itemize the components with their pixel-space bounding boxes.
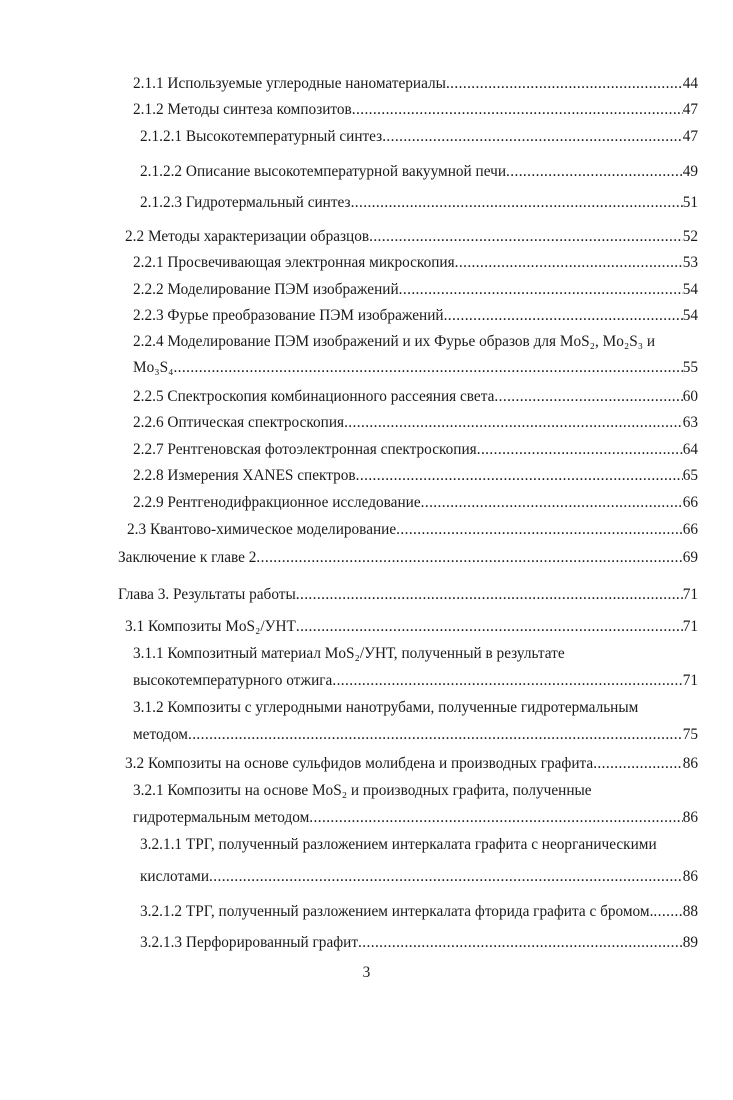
toc-entry-page: 65 xyxy=(682,467,698,484)
toc-entry-title: 3.2.1.1 ТРГ, полученный разложением интеркалата графита с неорганическими xyxy=(140,836,657,853)
toc-entry-page: 54 xyxy=(682,281,698,298)
toc-entry-page: 47 xyxy=(682,101,698,118)
toc-entry-title: 3.1.2 Композиты с углеродными нанотрубами, полученные гидротермальным xyxy=(133,699,639,716)
dot-leader xyxy=(593,754,683,774)
toc-entry-title: 2.2.9 Рентгенодифракционное исследование xyxy=(133,494,421,511)
toc-entry-page: 71 xyxy=(682,618,698,635)
toc-entry-title: 2.2.5 Спектроскопия комбинационного рассеяния света xyxy=(133,388,495,405)
toc-entry-title: 3.1 Композиты MoS₂/УНТ xyxy=(125,618,296,635)
toc-entry xyxy=(118,585,698,605)
toc-entry xyxy=(133,100,698,120)
toc-entry-page: 54 xyxy=(682,307,698,324)
dot-leader xyxy=(382,127,683,147)
toc-entry-title: 2.1.2.3 Гидротермальный синтез xyxy=(140,194,351,211)
toc-entry xyxy=(133,808,698,828)
toc-entry-title: 2.3 Квантово-химическое моделирование xyxy=(127,521,397,538)
toc-entry xyxy=(133,493,698,513)
toc-entry-title: 3.2.1.2 ТРГ, полученный разложением интеркалата фторида графита с бромом. xyxy=(140,903,654,920)
toc-entry-page: 88 xyxy=(682,903,698,920)
toc-entry-page: 63 xyxy=(682,414,698,431)
dot-leader xyxy=(444,306,683,326)
toc-entry-page: 86 xyxy=(682,868,698,885)
dot-leader xyxy=(455,253,683,273)
toc-entry xyxy=(140,835,657,855)
dot-leader xyxy=(332,671,682,691)
toc-entry-title: 2.2 Методы характеризации образцов xyxy=(125,228,370,245)
toc-entry-page: 69 xyxy=(682,549,698,566)
toc-entry-title: 2.2.1 Просвечивающая электронная микроскопия xyxy=(133,254,455,271)
toc-entry-title: 3.2 Композиты на основе сульфидов молибдена и производных графита xyxy=(125,755,594,772)
toc-entry-title: высокотемпературного отжига xyxy=(133,672,333,689)
page-number: 3 xyxy=(362,964,371,981)
toc-entry-title: 2.2.4 Моделирование ПЭМ изображений и их Фурье образов для MoS₂, Mo₂S₃ и xyxy=(133,333,656,350)
toc-entry xyxy=(133,253,698,273)
dot-leader xyxy=(506,162,683,182)
toc-entry-page: 60 xyxy=(682,388,698,405)
dot-leader xyxy=(358,933,683,953)
toc-entry-title: 2.2.3 Фурье преобразование ПЭМ изображений xyxy=(133,307,444,324)
toc-entry-page: 44 xyxy=(682,75,698,92)
toc-entry-title: 2.1.2.1 Высокотемпературный синтез xyxy=(140,128,383,145)
toc-entry xyxy=(133,387,698,407)
toc-entry-title: 3.2.1.3 Перфорированный графит xyxy=(140,934,359,951)
toc-entry-title: Глава 3. Результаты работы xyxy=(118,586,296,603)
toc-entry-page: 51 xyxy=(682,194,698,211)
toc-entry-title: Mo₃S₄ xyxy=(133,359,174,376)
dot-leader xyxy=(396,520,683,540)
toc-entry-title: 2.1.1 Используемые углеродные наноматериалы xyxy=(133,75,446,92)
toc-entry xyxy=(140,162,698,182)
dot-leader xyxy=(399,280,683,300)
toc-entry-title: 2.1.2 Методы синтеза композитов xyxy=(133,101,352,118)
toc-entry xyxy=(133,781,592,801)
toc-entry-title: гидротермальным методом xyxy=(133,809,310,826)
dot-leader xyxy=(421,493,683,513)
dot-leader xyxy=(188,725,683,745)
dot-leader xyxy=(356,466,683,486)
toc-entry-title: кислотами xyxy=(140,868,210,885)
toc-entry xyxy=(133,440,698,460)
toc-entry-page: 89 xyxy=(682,934,698,951)
toc-entry-title: 2.1.2.2 Описание высокотемпературной вакуумной печи xyxy=(140,163,507,180)
toc-entry xyxy=(133,306,698,326)
toc-entry-title: 2.2.7 Рентгеновская фотоэлектронная спектроскопия xyxy=(133,441,477,458)
toc-entry xyxy=(125,617,698,637)
toc-entry-page: 86 xyxy=(682,755,698,772)
toc-entry-page: 53 xyxy=(682,254,698,271)
dot-leader xyxy=(296,617,683,637)
dot-leader xyxy=(369,227,683,247)
toc-entry xyxy=(133,671,698,691)
toc-entry xyxy=(133,332,655,352)
toc-entry xyxy=(133,644,565,664)
toc-entry xyxy=(127,520,698,540)
toc-entry xyxy=(133,698,638,718)
toc-entry-title: 2.2.2 Моделирование ПЭМ изображений xyxy=(133,281,399,298)
toc-entry xyxy=(140,193,698,213)
toc-entry-page: 71 xyxy=(682,586,698,603)
dot-leader xyxy=(256,548,682,568)
toc-entry-page: 86 xyxy=(682,809,698,826)
toc-entry xyxy=(133,358,698,378)
toc-entry-title: 2.2.8 Измерения XANES спектров xyxy=(133,467,356,484)
toc-entry xyxy=(133,413,698,433)
toc-entry-page: 55 xyxy=(682,359,698,376)
toc-entry-title: методом xyxy=(133,726,188,743)
toc-entry-title: 3.2.1 Композиты на основе MoS₂ и производных графита, полученные xyxy=(133,782,592,799)
dot-leader xyxy=(209,867,683,887)
toc-entry-page: 66 xyxy=(682,494,698,511)
toc-entry-title: 2.2.6 Оптическая спектроскопия xyxy=(133,414,345,431)
toc-entry xyxy=(140,902,698,922)
toc-entry xyxy=(133,466,698,486)
dot-leader xyxy=(352,100,683,120)
dot-leader xyxy=(344,413,683,433)
toc-entry-title: Заключение к главе 2 xyxy=(118,549,257,566)
toc-entry xyxy=(140,867,698,887)
dot-leader xyxy=(446,74,683,94)
toc-entry-page: 71 xyxy=(682,672,698,689)
toc-entry-page: 75 xyxy=(682,726,698,743)
toc-entry xyxy=(140,933,698,953)
dot-leader xyxy=(351,193,683,213)
toc-entry xyxy=(118,548,698,568)
toc-entry-page: 52 xyxy=(682,228,698,245)
toc-entry xyxy=(133,725,698,745)
dot-leader xyxy=(494,387,682,407)
dot-leader xyxy=(309,808,682,828)
toc-entry xyxy=(140,127,698,147)
toc-entry-page: 49 xyxy=(682,163,698,180)
toc-entry xyxy=(133,74,698,94)
toc-entry-page: 47 xyxy=(682,128,698,145)
dot-leader xyxy=(173,358,682,378)
dot-leader xyxy=(296,585,683,605)
dot-leader xyxy=(653,902,682,922)
toc-entry-title: 3.1.1 Композитный материал MoS₂/УНТ, полученный в результате xyxy=(133,645,565,662)
toc-entry xyxy=(133,280,698,300)
toc-entry xyxy=(125,227,698,247)
toc-entry-page: 66 xyxy=(682,521,698,538)
dot-leader xyxy=(477,440,683,460)
toc-entry-page: 64 xyxy=(682,441,698,458)
toc-entry xyxy=(125,754,698,774)
